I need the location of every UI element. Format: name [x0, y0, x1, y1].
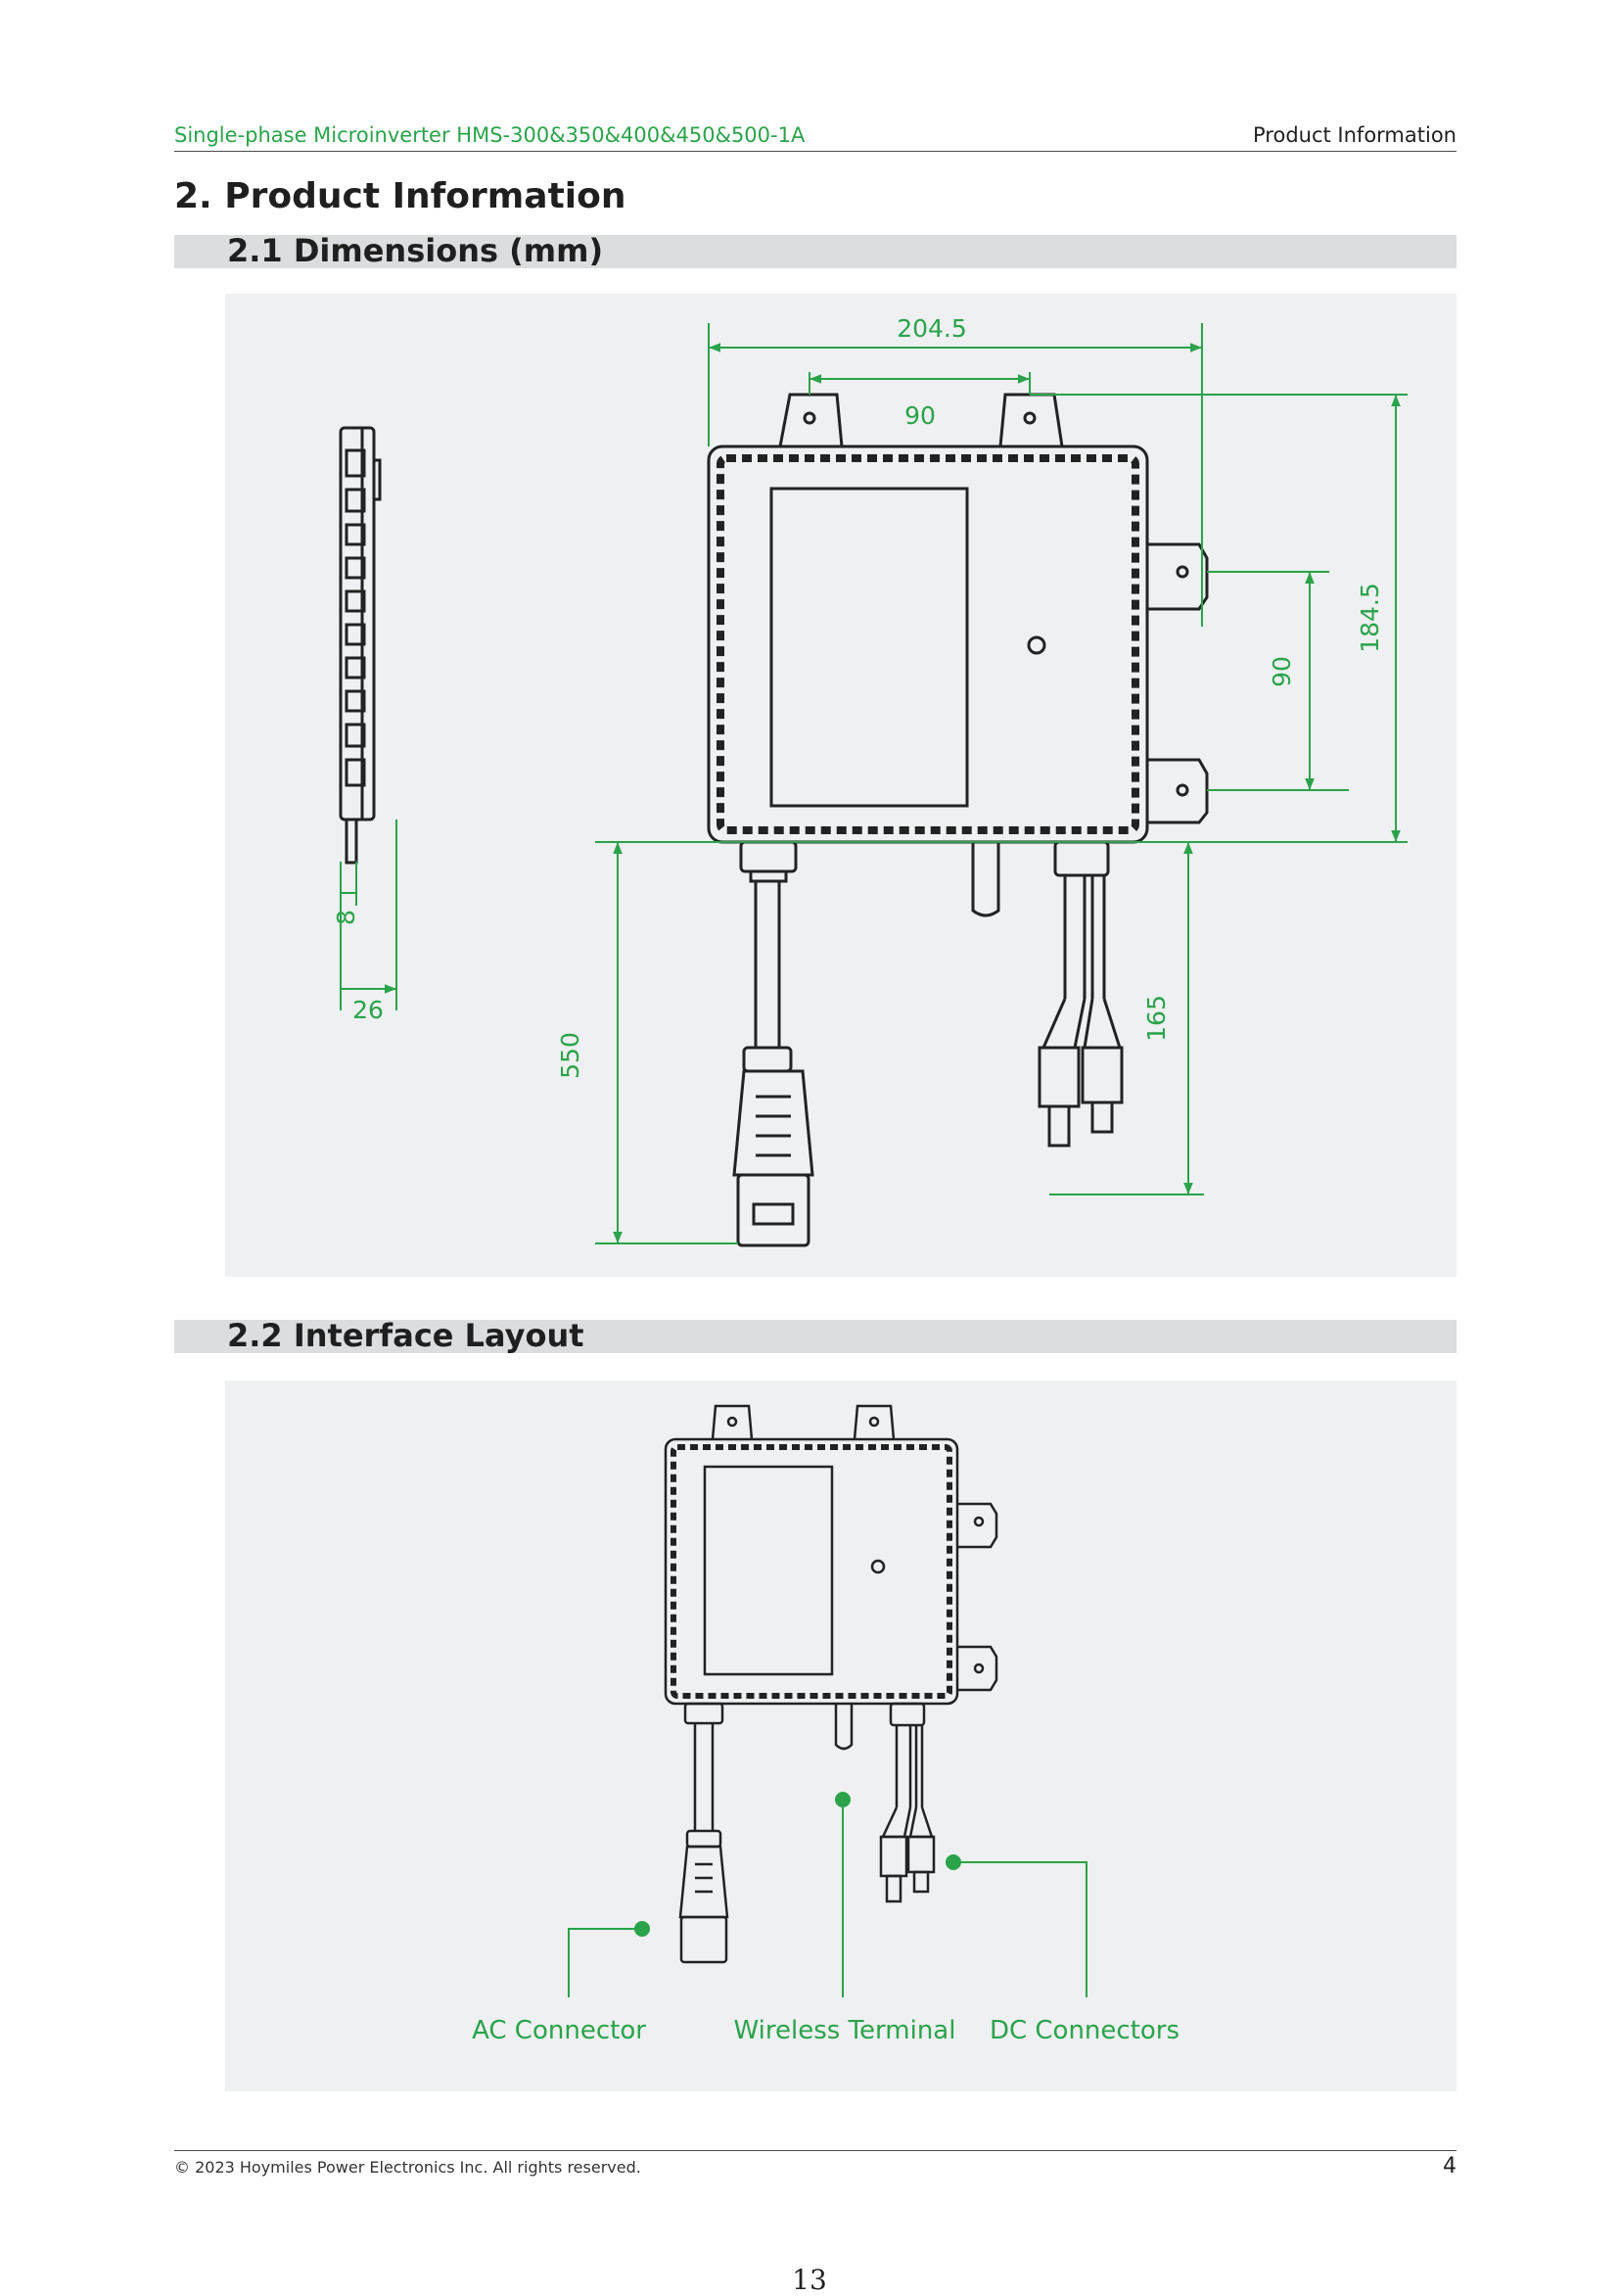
dim-height-total: 184.5 [1356, 583, 1384, 653]
subsection-bar-interface [174, 1317, 1457, 1354]
wireless-terminal-marker [835, 1792, 851, 1807]
label-wireless-terminal: Wireless Terminal [733, 2016, 956, 2045]
footer-copyright: © 2023 Hoymiles Power Electronics Inc. All rights reserved. [174, 2158, 641, 2177]
label-dc-connectors: DC Connectors [989, 2016, 1180, 2045]
subsection-bar-dimensions [174, 232, 1457, 269]
dc-connectors-marker [946, 1854, 961, 1870]
dim-ac-cable: 550 [556, 1032, 584, 1079]
footer-rule [174, 2150, 1457, 2151]
dim-dc-cable: 165 [1142, 995, 1171, 1042]
dim-width-total: 204.5 [897, 314, 967, 343]
dim-side-tab-spacing: 90 [1268, 656, 1296, 687]
dim-thickness-total: 26 [352, 996, 384, 1024]
dim-thickness-small: 8 [332, 910, 360, 925]
header-rule [174, 151, 1457, 152]
inverter-front-view [709, 395, 1207, 1245]
footer-page-number: 4 [1443, 2154, 1457, 2179]
dimensions-drawing-panel [225, 294, 1457, 1277]
section-title: 2. Product Information [174, 176, 626, 216]
header-doc-title: Single-phase Microinverter HMS-300&350&400&450&500-1A [174, 123, 806, 147]
subsection-title-dimensions: 2.1 Dimensions (mm) [227, 232, 604, 269]
interface-drawing [225, 1381, 1457, 2091]
ac-connector-marker [634, 1921, 650, 1937]
subsection-title-interface: 2.2 Interface Layout [227, 1317, 584, 1354]
side-view-outline [341, 428, 380, 863]
dim-top-tab-spacing: 90 [904, 401, 936, 430]
label-ac-connector: AC Connector [472, 2016, 646, 2045]
dimensions-drawing [225, 294, 1457, 1277]
inverter-interface-view [666, 1406, 996, 1962]
document-page-number: 13 [792, 2264, 827, 2296]
callout-lines [569, 1800, 1087, 1997]
header-section-name: Product Information [1253, 123, 1457, 147]
interface-layout-panel [225, 1381, 1457, 2091]
